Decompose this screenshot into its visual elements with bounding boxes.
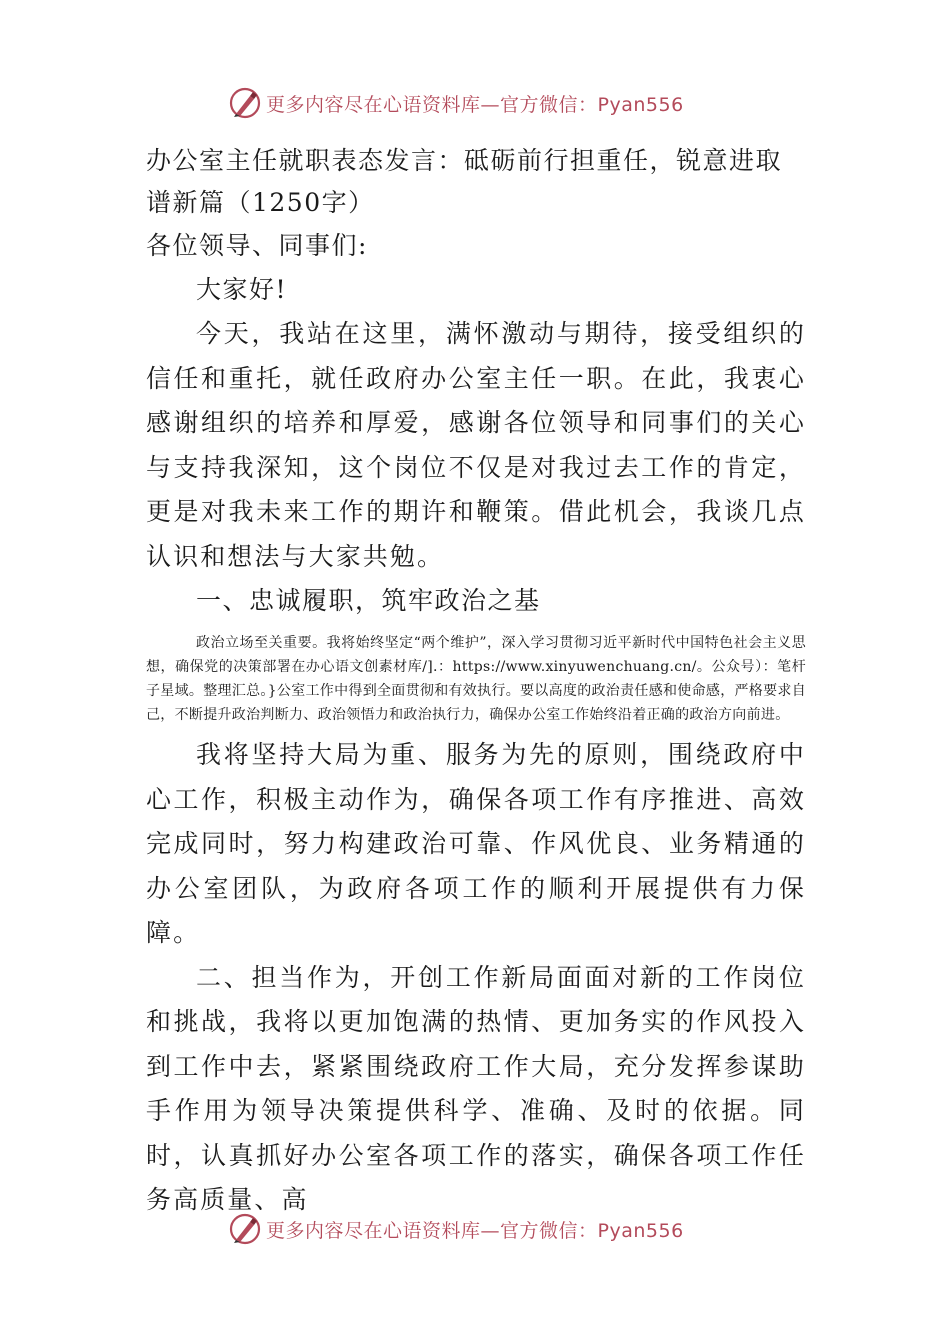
header-watermark-banner [228, 83, 728, 123]
banner-contact: Pyan556 [597, 1219, 684, 1242]
section-2-paragraph: 二、担当作为，开创工作新局面面对新的工作岗位和挑战，我将以更加饱满的热情、更加务实的作风投入到工作中去，紧紧围绕政府工作大局，充分发挥参谋助手作用为领导决策提供科学、准确、及时的依据。同时，认真抓好办公室各项工作的落实，确保各项工作任务高质量、高 [146, 962, 806, 1214]
banner-text [266, 1216, 684, 1243]
banner-text [266, 90, 684, 117]
footer-watermark-banner [228, 1209, 728, 1249]
section-1-small-paragraph: 政治立场至关重要。我将始终坚定“两个维护”，深入学习贯彻习近平新时代中国特色社会主义思想，确保党的决策部署在办心语文创素材库/].：https://www.xinyuwenchuang.cn/。公众号）：笔杆子星域。整理汇总。}公室工作中得到全面贯彻和有效执行。要以高度的政治责任感和使命感，严格要求自己，不断提升政治判断力、政治领悟力和政治执行力，确保办公室工作始终沿着正确的政治方向前进。 [146, 635, 807, 723]
banner-contact: Pyan556 [597, 93, 684, 116]
pen-logo-icon [228, 86, 262, 120]
section-1-paragraph: 我将坚持大局为重、服务为先的原则，围绕政府中心工作，积极主动作为，确保各项工作有序推进、高效完成同时，努力构建政治可靠、作风优良、业务精通的办公室团队，为政府各项工作的顺利开展提供有力保障。 [146, 740, 806, 947]
section-1-heading: 一、忠诚履职，筑牢政治之基 [196, 586, 541, 615]
greeting: 大家好! [196, 275, 288, 304]
document-title: 办公室主任就职表态发言：砥砺前行担重任，锐意进取谱新篇（1250字） [146, 146, 783, 217]
banner-label: 更多内容尽在心语资料库—官方微信： [266, 93, 598, 116]
salutation: 各位领导、同事们: [146, 231, 368, 260]
document-body [146, 140, 806, 1223]
pen-logo-icon [228, 1212, 262, 1246]
banner-label: 更多内容尽在心语资料库—官方微信： [266, 1219, 598, 1242]
intro-paragraph: 今天，我站在这里，满怀激动与期待，接受组织的信任和重托，就任政府办公室主任一职。在此，我衷心感谢组织的培养和厚爱，感谢各位领导和同事们的关心与支持我深知，这个岗位不仅是对我过去工作的肯定，更是对我未来工作的期许和鞭策。借此机会，我谈几点认识和想法与大家共勉。 [146, 319, 806, 571]
